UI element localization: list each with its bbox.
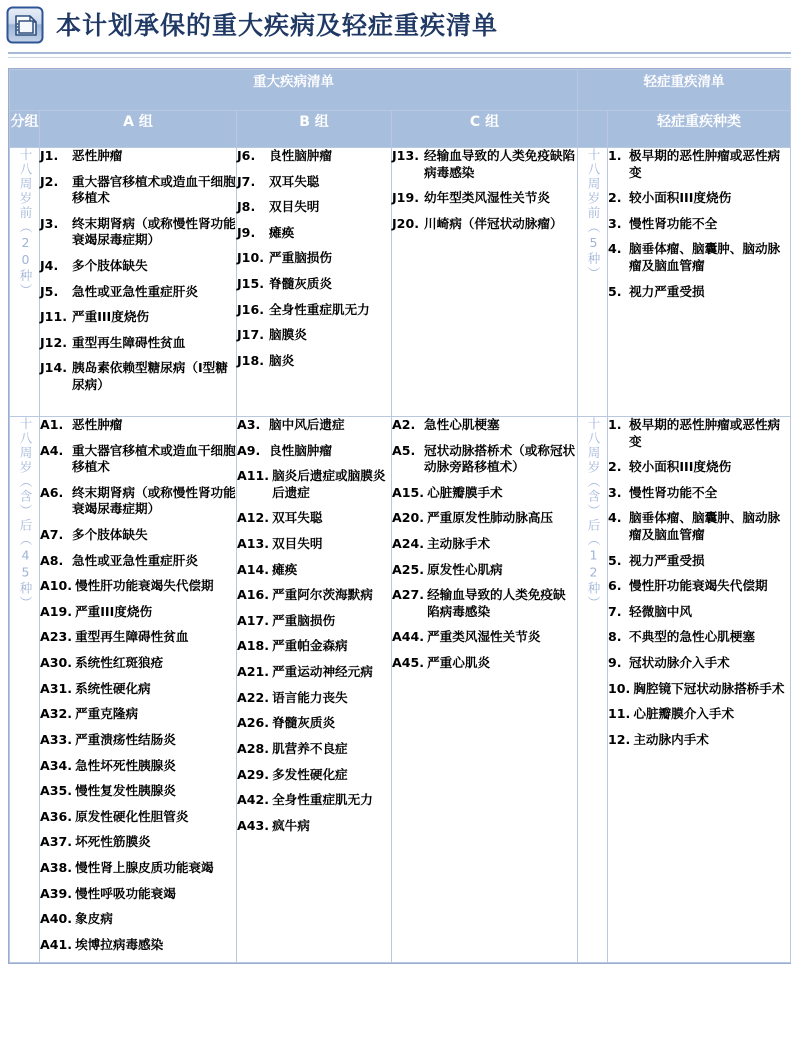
list-item <box>237 690 391 707</box>
list-item <box>237 613 391 630</box>
list-item-text: 脊髓灰质炎 <box>272 715 336 731</box>
list-item-number: 5. <box>608 552 622 568</box>
list-item <box>40 834 236 851</box>
list-item-text: 肌营养不良症 <box>272 740 348 756</box>
header-minor-type: 轻症重疾种类 <box>608 111 791 148</box>
list-item-number: A10. <box>40 578 73 594</box>
list-item <box>608 604 790 621</box>
list-item-text: 极早期的恶性肿瘤或恶性病变 <box>629 417 781 449</box>
list-item-number: J15. <box>237 276 264 292</box>
list-item-number: A36. <box>40 808 73 824</box>
list-item <box>237 276 391 293</box>
list-item-text: 慢性肾功能不全 <box>629 484 718 500</box>
list-item-number: A16. <box>237 587 270 603</box>
list-item <box>40 527 236 544</box>
title-divider-inner <box>8 57 791 58</box>
list-item <box>40 937 236 954</box>
list-item <box>40 417 236 434</box>
list-item <box>237 417 391 434</box>
row-label-minor-under18-text: 十八周岁前（5种） <box>585 148 601 281</box>
list-item-number: J7. <box>237 173 256 189</box>
list-item <box>392 655 577 672</box>
list-item-number: A19. <box>40 603 73 619</box>
list-item-text: 脊髓灰质炎 <box>269 276 332 292</box>
list-item-text: 严重III度烧伤 <box>72 309 150 325</box>
list-item-number: A17. <box>237 612 270 628</box>
list-item-number: J2. <box>40 173 59 189</box>
list-item-text: 瘫痪 <box>272 561 298 577</box>
list-item-text: 脑炎 <box>269 352 295 368</box>
header-minor-grouping-blank <box>578 111 608 148</box>
list-item-text: 瘫痪 <box>269 224 295 240</box>
list-item-text: 经输血导致的人类免疫缺陷病毒感染 <box>424 148 576 180</box>
list-item <box>40 284 236 301</box>
list-item-number: J6. <box>237 148 256 163</box>
list-item-text: 慢性肾上腺皮质功能衰竭 <box>75 859 214 875</box>
list-item <box>237 327 391 344</box>
list-item <box>392 485 577 502</box>
list-item-text: 埃博拉病毒感染 <box>75 936 164 952</box>
list-item <box>392 562 577 579</box>
list-item <box>392 148 577 181</box>
list-item <box>40 485 236 518</box>
list-item-text: 恶性肿瘤 <box>72 417 123 432</box>
list-item-text: 极早期的恶性肿瘤或恶性病变 <box>629 148 781 180</box>
list-item-number: A40. <box>40 911 73 927</box>
list-item-number: A5. <box>392 442 416 458</box>
list-item-text: 全身性重症肌无力 <box>272 792 373 808</box>
list-item-number: A18. <box>237 638 270 654</box>
list-item-number: A23. <box>40 629 73 645</box>
list-item-text: 慢性呼吸功能衰竭 <box>75 885 176 901</box>
list-item-number: J17. <box>237 327 264 343</box>
list-item <box>40 783 236 800</box>
list-item-text: 急性或亚急性重症肝炎 <box>72 552 198 568</box>
list-item-number: 3. <box>608 215 622 231</box>
list-item <box>237 443 391 460</box>
list-item <box>237 199 391 216</box>
list-item <box>392 443 577 476</box>
list-item-number: A37. <box>40 834 73 850</box>
list-item <box>237 174 391 191</box>
list-item <box>40 553 236 570</box>
list-item <box>40 681 236 698</box>
list-item <box>40 258 236 275</box>
minor-list-over18 <box>608 417 790 749</box>
row-label-major-over18 <box>10 417 40 963</box>
list-item-text: 多个肢体缺失 <box>72 258 148 274</box>
list-item-number: A35. <box>40 783 73 799</box>
document-list-icon <box>6 5 46 45</box>
list-item-number: A1. <box>40 417 64 432</box>
list-item <box>237 792 391 809</box>
list-item-text: 严重克隆病 <box>75 706 139 722</box>
list-item-number: 3. <box>608 484 622 500</box>
list-item-text: 脑中风后遗症 <box>269 417 345 432</box>
list-item-number: J13. <box>392 148 419 163</box>
list-item-number: J18. <box>237 352 264 368</box>
list-item-number: A9. <box>237 442 261 458</box>
list-item-number: J4. <box>40 258 59 274</box>
list-item-number: A15. <box>392 484 425 500</box>
list-item-text: 原发性心肌病 <box>427 561 503 577</box>
list-item <box>392 417 577 434</box>
list-item-number: J12. <box>40 334 67 350</box>
list-item <box>608 190 790 207</box>
list-item-number: A14. <box>237 561 270 577</box>
table-group-header-row <box>10 70 791 111</box>
list-item-number: J14. <box>40 360 67 376</box>
list-item-text: 心脏瓣膜介入手术 <box>633 706 735 722</box>
list-item-text: 慢性复发性胰腺炎 <box>75 783 176 799</box>
list-item-number: 4. <box>608 241 622 257</box>
list-item-number: J5. <box>40 283 59 299</box>
list-item-text: 慢性肝功能衰竭失代偿期 <box>75 578 214 594</box>
list-item-number: A33. <box>40 731 73 747</box>
list-item <box>608 732 790 749</box>
list-item-number: A12. <box>237 510 270 526</box>
list-item <box>40 655 236 672</box>
list-item <box>608 148 790 181</box>
page-title: 本计划承保的重大疾病及轻症重疾清单 <box>56 10 499 40</box>
list-item <box>237 664 391 681</box>
list-item <box>237 468 391 501</box>
list-item-text: 经输血导致的人类免疫缺陷病毒感染 <box>427 587 566 619</box>
list-item-text: 严重溃疡性结肠炎 <box>75 731 176 747</box>
list-item <box>237 536 391 553</box>
list-item <box>608 284 790 301</box>
list-item-text: 双目失明 <box>269 199 320 215</box>
header-group-a: A 组 <box>40 111 237 148</box>
list-item-number: A21. <box>237 664 270 680</box>
page-header <box>0 0 799 44</box>
list-item-text: 疯牛病 <box>272 817 310 833</box>
list-item-number: A45. <box>392 655 425 671</box>
list-item <box>392 190 577 207</box>
list-item-number: A6. <box>40 484 64 500</box>
list-item <box>237 741 391 758</box>
list-item-text: 坏死性筋膜炎 <box>75 834 151 850</box>
list-item-number: A22. <box>237 689 270 705</box>
list-item-text: 重型再生障碍性贫血 <box>75 629 189 645</box>
cell-group-a-under18 <box>40 148 237 417</box>
list-item-number: 8. <box>608 629 622 645</box>
list-item <box>392 510 577 527</box>
list-item-number: 10. <box>608 680 631 696</box>
list-item-number: A39. <box>40 885 73 901</box>
list-item-text: 重型再生障碍性贫血 <box>72 334 186 350</box>
list-item-number: J11. <box>40 309 67 325</box>
cell-group-a-over18 <box>40 417 237 963</box>
list-item <box>40 629 236 646</box>
title-divider <box>8 52 791 54</box>
list-item-number: 7. <box>608 603 622 619</box>
list-item <box>608 459 790 476</box>
cell-group-c-under18 <box>392 148 578 417</box>
list-item-text: 严重帕金森病 <box>272 638 348 654</box>
list-item-text: 严重脑损伤 <box>272 612 336 628</box>
disease-list-c-over18 <box>392 417 577 672</box>
list-item-number: A42. <box>237 792 270 808</box>
list-item-text: 急性坏死性胰腺炎 <box>75 757 176 773</box>
disease-list-table <box>9 69 791 963</box>
list-item-number: J20. <box>392 215 419 231</box>
list-item <box>392 216 577 233</box>
row-label-major-under18 <box>10 148 40 417</box>
list-item-text: 川崎病（伴冠状动脉瘤） <box>424 215 563 231</box>
list-item-number: A27. <box>392 587 425 603</box>
header-group-b: B 组 <box>237 111 392 148</box>
list-item-text: 良性脑肿瘤 <box>269 148 332 163</box>
list-item <box>40 758 236 775</box>
list-item <box>392 536 577 553</box>
list-item-number: 5. <box>608 283 622 299</box>
list-item-text: 严重脑损伤 <box>269 250 332 266</box>
list-item-number: A26. <box>237 715 270 731</box>
list-item-number: J10. <box>237 250 264 266</box>
list-item-number: J3. <box>40 215 59 231</box>
list-item-text: 主动脉手术 <box>427 536 491 552</box>
list-item-number: A3. <box>237 417 261 432</box>
list-item <box>40 860 236 877</box>
list-item-text: 慢性肝功能衰竭失代偿期 <box>629 578 768 594</box>
list-item-text: 语言能力丧失 <box>272 689 348 705</box>
list-item-text: 严重III度烧伤 <box>75 603 153 619</box>
list-item <box>608 553 790 570</box>
list-item <box>40 732 236 749</box>
cell-group-b-over18 <box>237 417 392 963</box>
list-item-text: 严重类风湿性关节炎 <box>427 629 541 645</box>
list-item-number: 2. <box>608 459 622 475</box>
list-item <box>237 250 391 267</box>
list-item-text: 冠状动脉搭桥术（或称冠状动脉旁路移植术） <box>424 442 576 475</box>
list-item <box>40 443 236 476</box>
list-item <box>237 818 391 835</box>
list-item-text: 心脏瓣膜手术 <box>427 484 503 500</box>
list-item-text: 视力严重受损 <box>629 552 705 568</box>
list-item-number: 1. <box>608 148 622 163</box>
list-item-number: A44. <box>392 629 425 645</box>
list-item-text: 较小面积III度烧伤 <box>629 459 732 475</box>
list-item <box>608 485 790 502</box>
list-item-number: 2. <box>608 190 622 206</box>
list-item-number: A32. <box>40 706 73 722</box>
list-item-number: A41. <box>40 936 73 952</box>
header-grouping: 分组 <box>10 111 40 148</box>
list-item-number: A34. <box>40 757 73 773</box>
cell-group-b-under18 <box>237 148 392 417</box>
list-item <box>392 587 577 620</box>
table-column-header-row <box>10 111 791 148</box>
list-item <box>608 706 790 723</box>
list-item-text: 象皮病 <box>75 911 113 927</box>
list-item-text: 幼年型类风湿性关节炎 <box>424 190 550 206</box>
list-item-text: 严重运动神经元病 <box>272 664 373 680</box>
list-item <box>237 767 391 784</box>
list-item <box>237 353 391 370</box>
list-item <box>608 216 790 233</box>
row-label-major-under18-text: 十八周岁前（20种） <box>17 148 33 298</box>
list-item-number: A29. <box>237 766 270 782</box>
list-item <box>237 148 391 165</box>
list-item-text: 脑垂体瘤、脑囊肿、脑动脉瘤及脑血管瘤 <box>629 510 781 543</box>
list-item-number: A8. <box>40 552 64 568</box>
disease-list-a-under18 <box>40 148 236 394</box>
list-item-text: 全身性重症肌无力 <box>269 301 370 317</box>
list-item-text: 多个肢体缺失 <box>72 527 148 543</box>
list-item-text: 胸腔镜下冠状动脉搭桥手术 <box>633 680 785 696</box>
list-item-text: 主动脉内手术 <box>633 731 709 747</box>
list-item-text: 胰岛素依赖型糖尿病（I型糖尿病） <box>72 360 228 393</box>
list-item-number: A31. <box>40 680 73 696</box>
list-item-text: 系统性红斑狼疮 <box>75 655 164 671</box>
list-item-number: A20. <box>392 510 425 526</box>
list-item <box>608 578 790 595</box>
list-item-text: 脑膜炎 <box>269 327 307 343</box>
list-item-text: 严重心肌炎 <box>427 655 491 671</box>
list-item <box>237 562 391 579</box>
list-item <box>237 510 391 527</box>
list-item-text: 严重阿尔茨海默病 <box>272 587 373 603</box>
list-item <box>40 886 236 903</box>
row-label-minor-over18 <box>578 417 608 963</box>
list-item <box>40 216 236 249</box>
list-item <box>237 638 391 655</box>
list-item-text: 终末期肾病（或称慢性肾功能衰竭尿毒症期） <box>72 484 236 517</box>
list-item-number: 11. <box>608 706 631 722</box>
list-item-text: 恶性肿瘤 <box>72 148 123 163</box>
list-item-number: A25. <box>392 561 425 577</box>
list-item-text: 重大器官移植术或造血干细胞移植术 <box>72 173 236 206</box>
list-item-text: 冠状动脉介入手术 <box>629 655 730 671</box>
minor-list-under18 <box>608 148 790 300</box>
list-item <box>40 604 236 621</box>
list-item-number: A13. <box>237 536 270 552</box>
disease-list-b-over18 <box>237 417 391 834</box>
list-item <box>40 335 236 352</box>
list-item-number: 1. <box>608 417 622 432</box>
cell-group-c-over18 <box>392 417 578 963</box>
list-item-number: 4. <box>608 510 622 526</box>
list-item-number: A11. <box>237 468 270 484</box>
row-label-minor-over18-text: 十八周岁（含）后（12种） <box>585 417 601 611</box>
list-item <box>608 629 790 646</box>
list-item-text: 脑炎后遗症或脑膜炎后遗症 <box>272 468 386 500</box>
list-item-number: A4. <box>40 442 64 458</box>
list-item-number: A30. <box>40 655 73 671</box>
list-item-text: 系统性硬化病 <box>75 680 151 696</box>
list-item-text: 原发性硬化性胆管炎 <box>75 808 189 824</box>
list-item <box>40 360 236 393</box>
list-item-text: 双耳失聪 <box>272 510 323 526</box>
header-minor-illness: 轻症重疾清单 <box>578 70 791 111</box>
list-item-text: 轻微脑中风 <box>629 603 692 619</box>
list-item <box>40 809 236 826</box>
disease-list-table-wrapper <box>8 68 791 964</box>
disease-list-b-under18 <box>237 148 391 369</box>
list-item-text: 多发性硬化症 <box>272 766 348 782</box>
list-item-number: 12. <box>608 731 631 747</box>
row-label-major-over18-text: 十八周岁（含）后（45种） <box>17 417 33 611</box>
list-item-text: 视力严重受损 <box>629 283 705 299</box>
list-item <box>237 302 391 319</box>
list-item <box>40 706 236 723</box>
list-item-text: 脑垂体瘤、脑囊肿、脑动脉瘤及脑血管瘤 <box>629 241 781 274</box>
list-item-text: 严重原发性肺动脉高压 <box>427 510 553 526</box>
cell-minor-types-over18 <box>608 417 791 963</box>
row-label-minor-under18 <box>578 148 608 417</box>
list-item-number: J19. <box>392 190 419 206</box>
list-item-text: 急性或亚急性重症肝炎 <box>72 283 198 299</box>
list-item <box>40 174 236 207</box>
list-item-number: A28. <box>237 740 270 756</box>
list-item-number: A24. <box>392 536 425 552</box>
list-item <box>608 655 790 672</box>
list-item-number: A43. <box>237 817 270 833</box>
list-item-number: 6. <box>608 578 622 594</box>
list-item-number: J9. <box>237 224 256 240</box>
cell-minor-types-under18 <box>608 148 791 417</box>
list-item-text: 终末期肾病（或称慢性肾功能衰竭尿毒症期） <box>72 215 236 248</box>
list-item-number: A7. <box>40 527 64 543</box>
list-item-text: 良性脑肿瘤 <box>269 442 332 458</box>
list-item <box>237 225 391 242</box>
list-item <box>40 578 236 595</box>
list-item <box>608 510 790 543</box>
list-item-text: 较小面积III度烧伤 <box>629 190 732 206</box>
list-item <box>40 309 236 326</box>
list-item <box>40 911 236 928</box>
list-item <box>392 629 577 646</box>
list-item <box>40 148 236 165</box>
disease-list-c-under18 <box>392 148 577 232</box>
list-item <box>608 241 790 274</box>
list-item-number: A38. <box>40 859 73 875</box>
list-item-number: J8. <box>237 199 256 215</box>
header-group-c: C 组 <box>392 111 578 148</box>
list-item-number: 9. <box>608 655 622 671</box>
disease-list-a-over18 <box>40 417 236 953</box>
table-row <box>10 417 791 963</box>
list-item <box>608 417 790 450</box>
list-item-text: 慢性肾功能不全 <box>629 215 718 231</box>
list-item <box>608 681 790 698</box>
list-item-number: J1. <box>40 148 59 163</box>
list-item-text: 双目失明 <box>272 536 323 552</box>
list-item-text: 双耳失聪 <box>269 173 320 189</box>
header-major-illness: 重大疾病清单 <box>10 70 578 111</box>
list-item-text: 急性心肌梗塞 <box>424 417 500 432</box>
list-item <box>237 715 391 732</box>
list-item-text: 不典型的急性心肌梗塞 <box>629 629 755 645</box>
list-item-text: 重大器官移植术或造血干细胞移植术 <box>72 442 236 475</box>
list-item <box>237 587 391 604</box>
list-item-number: A2. <box>392 417 416 432</box>
table-row <box>10 148 791 417</box>
list-item-number: J16. <box>237 301 264 317</box>
